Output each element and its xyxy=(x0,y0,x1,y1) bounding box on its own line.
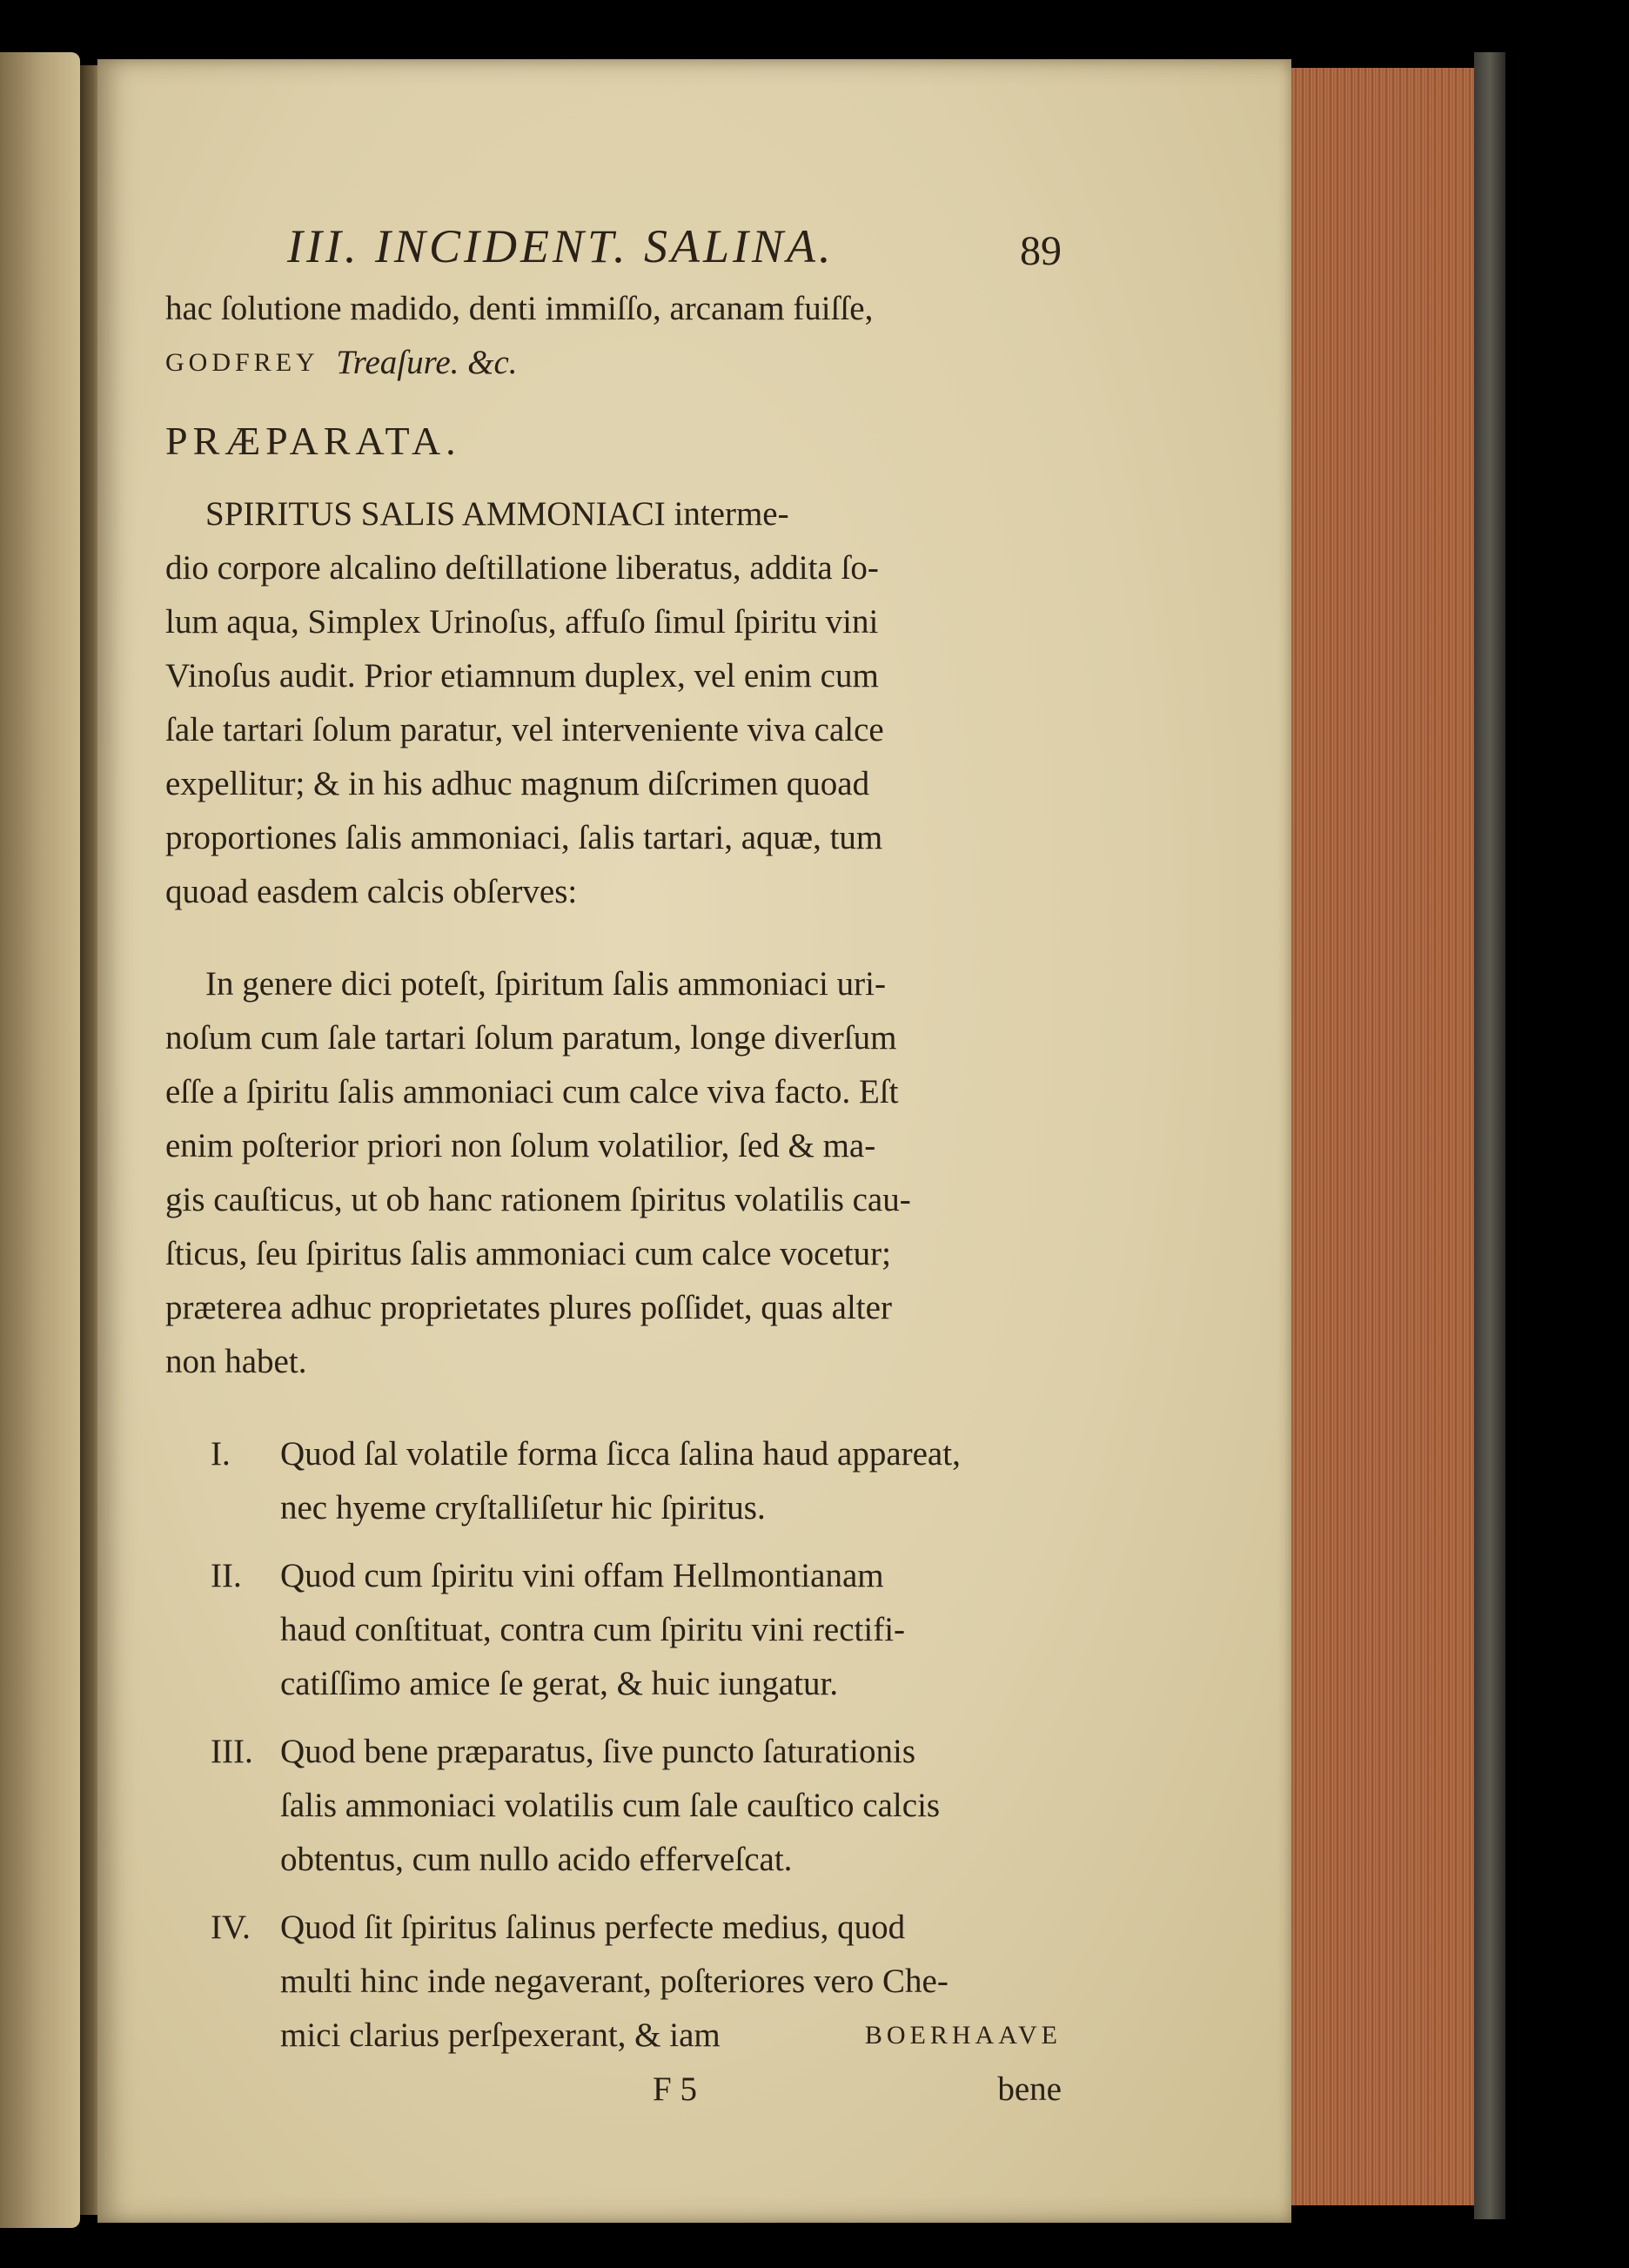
text-line: Quod cum ſpiritu vini offam Hellmontianam xyxy=(280,1557,884,1594)
text-line: Quod bene præparatus, ſive puncto ſaturationis xyxy=(280,1733,915,1770)
text-line: ſale tartari ſolum paratur, vel interveniente viva calce xyxy=(165,711,884,748)
text-line: præterea adhuc proprietates plures poſſidet, quas alter xyxy=(165,1289,892,1326)
text-line: gis cauſticus, ut ob hanc rationem ſpiritus volatilis cau- xyxy=(165,1181,911,1218)
text-line: lum aqua, Simplex Urinoſus, affuſo ſimul ſpiritu vini xyxy=(165,603,879,641)
item-number: III. xyxy=(211,1733,253,1770)
text-line: haud conſtituat, contra cum ſpiritu vini rectifi- xyxy=(280,1611,906,1648)
page-text xyxy=(165,209,1062,2117)
text-line: proportiones ſalis ammoniaci, ſalis tartari, aquæ, tum xyxy=(165,819,883,856)
list-item xyxy=(165,1427,1062,1535)
previous-page-edge xyxy=(0,52,80,2228)
text-line: ſalis ammoniaci volatilis cum ſale cauſtico calcis xyxy=(280,1787,941,1824)
text-line: quoad easdem calcis obſerves: xyxy=(165,873,578,910)
section-heading: PRÆPARATA. xyxy=(165,419,461,463)
text-line: catiſſimo amice ſe gerat, & huic iungatur. xyxy=(280,1665,839,1702)
book-fore-edge xyxy=(1291,68,1479,2205)
page-footer xyxy=(165,2063,1062,2117)
text-line: ſticus, ſeu ſpiritus ſalis ammoniaci cum calce vocetur; xyxy=(165,1235,891,1272)
item-number: II. xyxy=(211,1557,242,1594)
text-line: dio corpore alcalino deſtillatione liberatus, addita ſo- xyxy=(165,549,879,587)
text-line: Quod ſal volatile forma ſicca ſalina haud appareat, xyxy=(280,1435,961,1473)
list-item xyxy=(165,1901,1062,2063)
work-title: Treaſure. &c. xyxy=(336,344,518,381)
catchword: bene xyxy=(997,2070,1062,2108)
page-number: 89 xyxy=(1020,228,1062,274)
paragraph-in-genere xyxy=(165,957,1062,1389)
text-line: non habet. xyxy=(165,1343,307,1380)
signature-mark: F 5 xyxy=(653,2070,697,2108)
text-line: SPIRITUS SALIS AMMONIACI interme- xyxy=(205,495,789,533)
running-head: III. INCIDENT. SALINA. xyxy=(287,220,835,272)
text-line: mici clarius perſpexerant, & iam BOERHAAVE xyxy=(280,2009,1062,2063)
text-line: Vinoſus audit. Prior etiamnum duplex, vel enim cum xyxy=(165,657,879,694)
paragraph-praeparata xyxy=(165,487,1062,919)
text-line: nec hyeme cryſtalliſetur hic ſpiritus. xyxy=(280,1489,766,1527)
text-line: Quod ſit ſpiritus ſalinus perfecte medius, quod xyxy=(280,1909,906,1946)
list-item xyxy=(165,1549,1062,1711)
text-line: In genere dici poteſt, ſpiritum ſalis ammoniaci uri- xyxy=(205,965,886,1003)
author-name: GODFREY xyxy=(165,348,319,377)
item-number: IV. xyxy=(211,1909,251,1946)
text-line: multi hinc inde negaverant, poſteriores vero Che- xyxy=(280,1963,949,2000)
text-line xyxy=(165,336,1062,390)
author-name: BOERHAAVE xyxy=(864,2021,1062,2050)
text-line: enim poſterior priori non ſolum volatilior, ſed & ma- xyxy=(165,1127,876,1164)
text-line: obtentus, cum nullo acido efferveſcat. xyxy=(280,1841,793,1878)
page-header xyxy=(165,209,1062,278)
text-line: eſſe a ſpiritu ſalis ammoniaci cum calce viva facto. Eſt xyxy=(165,1073,899,1111)
text-line: noſum cum ſale tartari ſolum paratum, longe diverſum xyxy=(165,1019,897,1057)
list-item xyxy=(165,1725,1062,1887)
text-line: hac ſolutione madido, denti immiſſo, arcanam fuiſſe, xyxy=(165,290,874,327)
book-cover-edge xyxy=(1474,52,1505,2219)
text-line: expellitur; & in his adhuc magnum diſcrimen quoad xyxy=(165,765,870,802)
item-number: I. xyxy=(211,1435,231,1473)
